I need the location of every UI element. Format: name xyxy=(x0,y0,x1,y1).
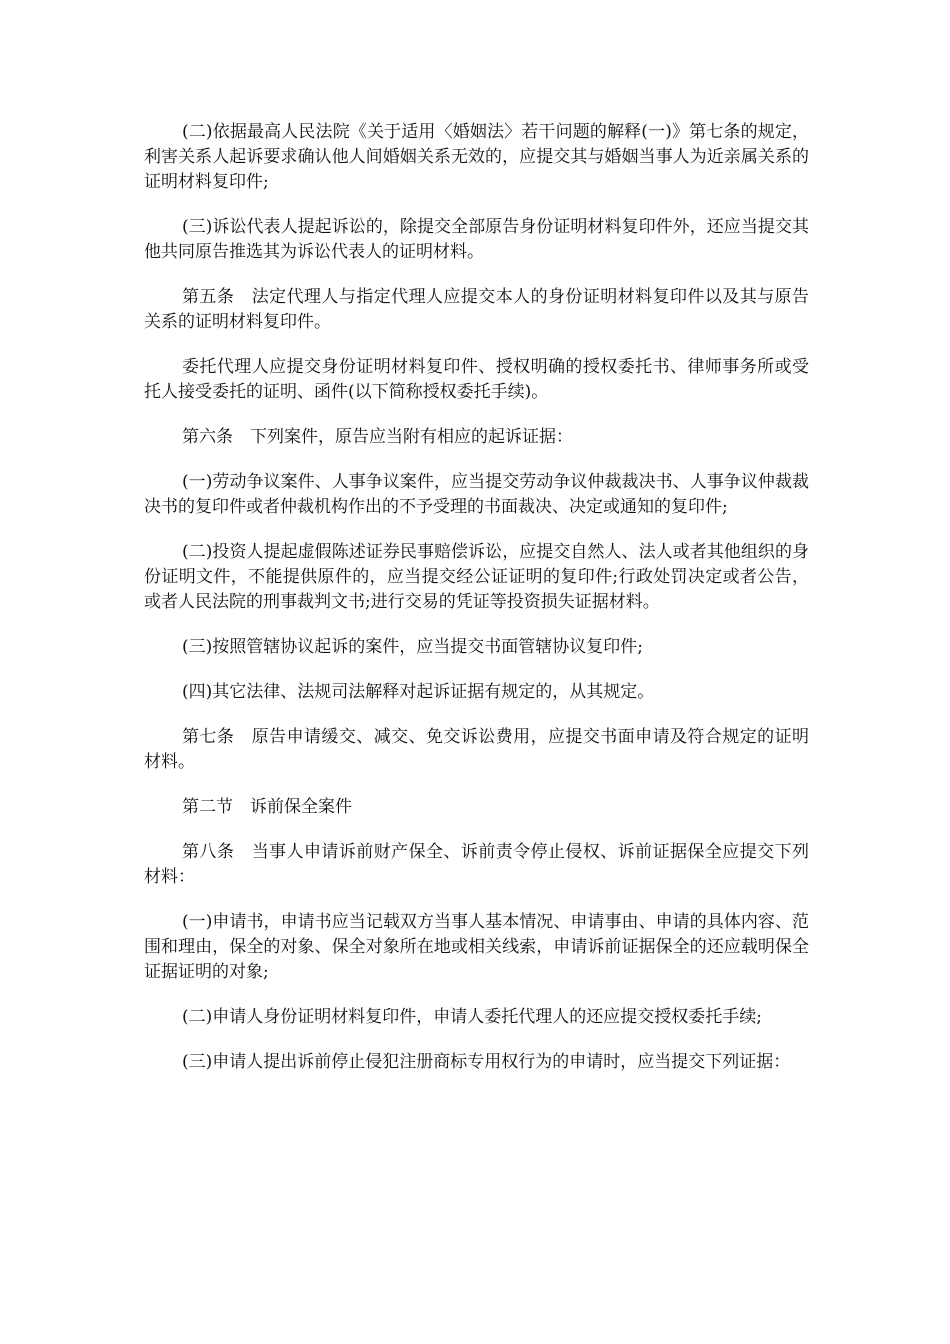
paragraph-13: (一)申请书，申请书应当记载双方当事人基本情况、申请事由、申请的具体内容、范围和理由，保全的对象、保全对象所在地或相关线索，申请诉前证据保全的还应载明保全证据证明的对象; xyxy=(144,912,809,982)
paragraph-14: (二)申请人身份证明材料复印件，申请人委托代理人的还应提交授权委托手续; xyxy=(182,1007,762,1027)
section-heading: 第二节 诉前保全案件 xyxy=(182,797,352,817)
article-5: 第五条 法定代理人与指定代理人应提交本人的身份证明材料复印件以及其与原告关系的证明材料复印件。 xyxy=(144,287,809,332)
paragraph-2: (三)诉讼代表人提起诉讼的，除提交全部原告身份证明材料复印件外，还应当提交其他共同原告推选其为诉讼代表人的证明材料。 xyxy=(144,217,809,262)
document-body xyxy=(144,120,809,1095)
paragraph-7: (二)投资人提起虚假陈述证券民事赔偿诉讼，应提交自然人、法人或者其他组织的身份证明文件，不能提供原件的，应当提交经公证证明的复印件;行政处罚决定或者公告，或者人民法院的刑事裁判文书;进行交易的凭证等投资损失证据材料。 xyxy=(144,542,809,612)
paragraph-15: (三)申请人提出诉前停止侵犯注册商标专用权行为的申请时，应当提交下列证据： xyxy=(182,1052,791,1072)
paragraph-1: (二)依据最高人民法院《关于适用〈婚姻法〉若干问题的解释(一)》第七条的规定，利害关系人起诉要求确认他人间婚姻关系无效的，应提交其与婚姻当事人为近亲属关系的证明材料复印件; xyxy=(144,122,809,192)
article-7: 第七条 原告申请缓交、减交、免交诉讼费用，应提交书面申请及符合规定的证明材料。 xyxy=(144,727,809,772)
paragraph-6: (一)劳动争议案件、人事争议案件，应当提交劳动争议仲裁裁决书、人事争议仲裁裁决书的复印件或者仲裁机构作出的不予受理的书面裁决、决定或通知的复印件; xyxy=(144,472,809,517)
paragraph-8: (三)按照管辖协议起诉的案件，应当提交书面管辖协议复印件; xyxy=(182,637,643,657)
paragraph-9: (四)其它法律、法规司法解释对起诉证据有规定的，从其规定。 xyxy=(182,682,655,702)
article-8: 第八条 当事人申请诉前财产保全、诉前责令停止侵权、诉前证据保全应提交下列材料： xyxy=(144,842,809,887)
paragraph-4: 委托代理人应提交身份证明材料复印件、授权明确的授权委托书、律师事务所或受托人接受委托的证明、函件(以下简称授权委托手续)。 xyxy=(144,357,809,402)
article-6: 第六条 下列案件，原告应当附有相应的起诉证据： xyxy=(182,427,573,447)
